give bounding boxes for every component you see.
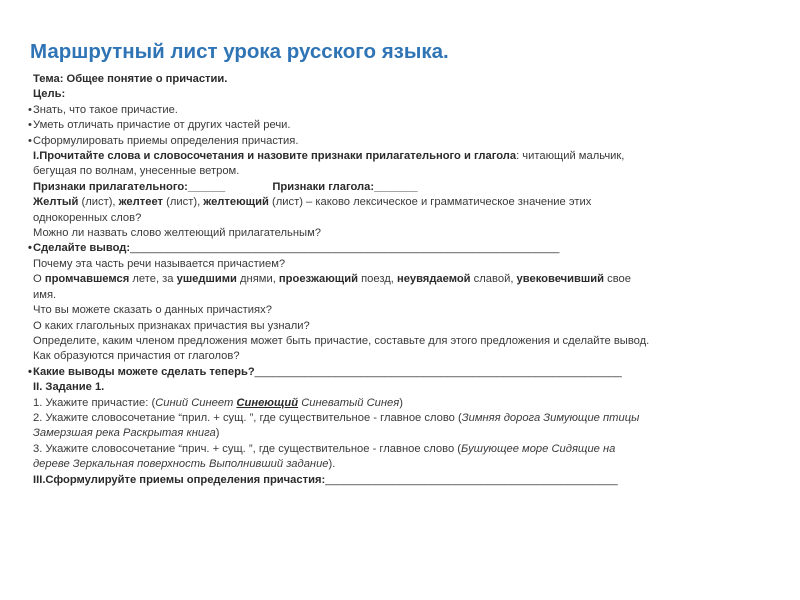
question-line: Определите, каким членом предложения может быть причастие, составьте для этого предложения и сделайте вывод. [33, 334, 650, 347]
worksheet-body [28, 72, 780, 488]
task2-item-1: 1. Укажите причастие: (Синий Синеет Синеющий Синеватый Синея) [33, 396, 403, 409]
question-continuation: имя. [33, 288, 57, 301]
answer-blank[interactable]: ___________________________________________________________ [254, 365, 622, 378]
task2-item-3-continuation: дереве Зеркальная поверхность Выполнивший задание). [33, 458, 336, 471]
bullet-icon: • [28, 103, 32, 116]
goal-item: •Уметь отличать причастие от других частей речи. [28, 118, 780, 133]
verb-signs-label: Признаки глагола:_______ [272, 180, 418, 193]
conclusion-line: •Сделайте вывод:_____________________________________________________________________ [28, 241, 780, 256]
question-line: Что вы можете сказать о данных причастиях? [33, 304, 272, 317]
question-line: Можно ли назвать слово желтеющий прилагательным? [33, 227, 322, 240]
topic-line: Тема: Общее понятие о причастии. [33, 73, 228, 85]
question-line: Желтый (лист), желтеет (лист), желтеющий (лист) – каково лексическое и грамматическое значение этих [33, 196, 592, 209]
adjective-signs-label: Признаки прилагательного:______ [33, 180, 226, 193]
task2-item-2: 2. Укажите словосочетание “прил. + сущ. ”, где существительное - главное слово (Зимняя дорога Зимующие птицы [33, 411, 640, 424]
task1-line: I.Прочитайте слова и словосочетания и назовите признаки прилагательного и глагола: читающий мальчик, [33, 150, 625, 163]
task2-item-2-continuation: Замерзшая река Раскрытая книга) [33, 427, 220, 440]
bullet-icon: • [28, 119, 32, 132]
task3-line: III.Сформулируйте приемы определения причастия:_______________________________________________ [33, 473, 618, 486]
signs-line [28, 180, 780, 195]
question-line: О промчавшемся лете, за ушедшими днями, проезжающий поезд, неувядаемой славой, увековечивший свое [33, 273, 631, 286]
bullet-icon: • [28, 242, 32, 255]
task2-item-3: 3. Укажите словосочетание “прич. + сущ. ”, где существительное - главное слово (Бушующее море Сидящие на [33, 442, 616, 455]
question-line: Как образуются причастия от глаголов? [33, 350, 240, 363]
answer-blank[interactable]: _______________________________________________ [325, 473, 618, 486]
question-line: Почему эта часть речи называется причастием? [33, 257, 286, 270]
question-continuation: однокоренных слов? [33, 211, 142, 224]
page-title: Маршрутный лист урока русского языка. [30, 40, 449, 63]
goal-item: •Знать, что такое причастие. [28, 103, 780, 118]
bullet-icon: • [28, 365, 32, 378]
goal-item: •Сформулировать приемы определения причастия. [28, 134, 780, 149]
question-line: О каких глагольных признаках причастия вы узнали? [33, 319, 310, 332]
conclusions-line: •Какие выводы можете сделать теперь?___________________________________________________________ [28, 365, 780, 380]
task2-heading: II. Задание 1. [33, 381, 105, 394]
goal-heading: Цель: [33, 88, 66, 101]
task1-continuation: бегущая по волнам, унесенные ветром. [33, 165, 240, 178]
bullet-icon: • [28, 134, 32, 147]
answer-blank[interactable]: _____________________________________________________________________ [130, 242, 560, 255]
